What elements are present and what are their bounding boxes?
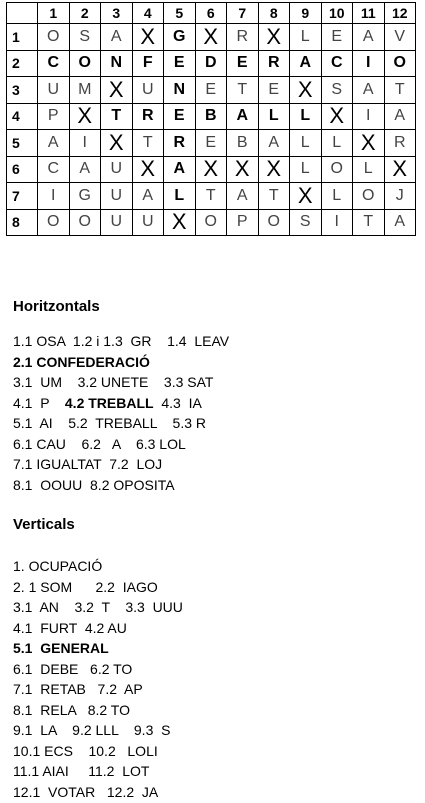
letter-cell: A [227, 103, 259, 130]
blocked-cell: X [132, 24, 164, 51]
clue-line: 2. 1 SOM 2.2 IAGO [13, 578, 158, 595]
blocked-cell: X [227, 156, 259, 183]
clue-text-bold: 4.2 TREBALL [64, 394, 154, 411]
column-number: 9 [290, 3, 322, 24]
blocked-cell: X [353, 130, 385, 157]
blocked-cell: X [321, 103, 353, 130]
letter-cell: N [101, 50, 133, 77]
letter-cell: R [164, 130, 196, 157]
letter-cell: E [321, 24, 353, 51]
column-number: 1 [38, 3, 70, 24]
letter-cell: O [195, 209, 227, 236]
letter-cell: P [38, 103, 70, 130]
letter-cell: S [69, 24, 101, 51]
letter-cell: R [384, 130, 416, 157]
letter-cell: U [101, 209, 133, 236]
crossword-grid-body [7, 3, 416, 236]
letter-cell: E [195, 130, 227, 157]
letter-cell: L [290, 156, 322, 183]
letter-cell: T [195, 183, 227, 210]
letter-cell: L [353, 156, 385, 183]
column-number: 10 [321, 3, 353, 24]
column-number: 8 [258, 3, 290, 24]
blocked-cell: X [132, 156, 164, 183]
letter-cell: R [258, 50, 290, 77]
letter-cell: A [290, 50, 322, 77]
clue-line: 1. OCUPACIÓ [13, 558, 103, 574]
clue-line: 2.1 CONFEDERACIÓ [13, 353, 150, 370]
letter-cell: A [384, 103, 416, 130]
clue-line: 8.1 RELA 8.2 TO [13, 701, 130, 718]
blocked-cell: X [290, 183, 322, 210]
letter-cell: D [195, 50, 227, 77]
letter-cell: G [164, 24, 196, 51]
letter-cell: G [69, 183, 101, 210]
letter-cell: A [164, 156, 196, 183]
clue-line: 5.1 AI 5.2 TREBALL 5.3 R [13, 415, 206, 431]
letter-cell: U [132, 77, 164, 104]
letter-cell: R [227, 24, 259, 51]
letter-cell: L [258, 103, 290, 130]
letter-cell: A [384, 209, 416, 236]
clue-line: 7.1 RETAB 7.2 AP [13, 681, 143, 697]
letter-cell: O [69, 50, 101, 77]
letter-cell: L [321, 130, 353, 157]
letter-cell: O [321, 156, 353, 183]
letter-cell: T [258, 183, 290, 210]
blocked-cell: X [258, 156, 290, 183]
clue-line [13, 393, 229, 414]
grid-row [7, 209, 416, 236]
horizontals-clue-list [13, 331, 229, 495]
blocked-cell: X [164, 209, 196, 236]
row-number: 7 [7, 183, 38, 210]
clue-line: 8.1 OOUU 8.2 OPOSITA [13, 476, 175, 493]
letter-cell: A [227, 183, 259, 210]
letter-cell: M [69, 77, 101, 104]
letter-cell: E [258, 77, 290, 104]
letter-cell: O [38, 209, 70, 236]
letter-cell: U [132, 209, 164, 236]
letter-cell: L [290, 130, 322, 157]
column-number: 7 [227, 3, 259, 24]
row-number: 1 [7, 24, 38, 51]
grid-row [7, 50, 416, 77]
letter-cell: A [132, 183, 164, 210]
row-number: 8 [7, 209, 38, 236]
row-number: 4 [7, 103, 38, 130]
clue-line: 6.1 CAU 6.2 A 6.3 LOL [13, 435, 186, 452]
letter-cell: O [353, 183, 385, 210]
letter-cell: I [69, 130, 101, 157]
letter-cell: T [384, 77, 416, 104]
letter-cell: A [69, 156, 101, 183]
row-number: 3 [7, 77, 38, 104]
clue-line: 4.1 FURT 4.2 AU [13, 619, 127, 636]
verticals-title: Verticals [13, 516, 75, 533]
letter-cell: U [38, 77, 70, 104]
letter-cell: B [227, 130, 259, 157]
letter-cell: I [38, 183, 70, 210]
clue-line: 12.1 VOTAR 12.2 JA [13, 783, 159, 800]
row-number: 5 [7, 130, 38, 157]
letter-cell: A [353, 77, 385, 104]
horizontals-title: Horitzontals [13, 298, 100, 315]
letter-cell: R [132, 103, 164, 130]
letter-cell: T [101, 103, 133, 130]
letter-cell: L [290, 24, 322, 51]
letter-cell: E [164, 50, 196, 77]
clue-line: 6.1 DEBE 6.2 TO [13, 660, 133, 677]
letter-cell: U [101, 156, 133, 183]
grid-row [7, 156, 416, 183]
letter-cell: A [258, 130, 290, 157]
column-number: 2 [69, 3, 101, 24]
grid-row [7, 183, 416, 210]
letter-cell: B [195, 103, 227, 130]
clue-text: 4.3 IA [153, 394, 202, 411]
blocked-cell: X [69, 103, 101, 130]
letter-cell: A [353, 24, 385, 51]
letter-cell: I [321, 209, 353, 236]
clue-line: 3.1 UM 3.2 UNETE 3.3 SAT [13, 374, 214, 390]
letter-cell: O [69, 209, 101, 236]
grid-header-row [7, 3, 416, 24]
letter-cell: A [101, 24, 133, 51]
column-number: 6 [195, 3, 227, 24]
letter-cell: U [101, 183, 133, 210]
letter-cell: I [353, 50, 385, 77]
letter-cell: V [384, 24, 416, 51]
grid-row [7, 77, 416, 104]
clue-line: 9.1 LA 9.2 LLL 9.3 S [13, 722, 171, 738]
column-number: 12 [384, 3, 416, 24]
letter-cell: T [227, 77, 259, 104]
clue-line: 10.1 ECS 10.2 LOLI [13, 742, 158, 759]
column-number: 5 [164, 3, 196, 24]
letter-cell: E [227, 50, 259, 77]
letter-cell: E [195, 77, 227, 104]
letter-cell: C [38, 50, 70, 77]
letter-cell: F [132, 50, 164, 77]
letter-cell: O [38, 24, 70, 51]
letter-cell: J [384, 183, 416, 210]
letter-cell: I [353, 103, 385, 130]
clue-line: 5.1 GENERAL [13, 640, 109, 656]
letter-cell: C [38, 156, 70, 183]
clue-line: 3.1 AN 3.2 T 3.3 UUU [13, 599, 183, 615]
clue-line: 7.1 IGUALTAT 7.2 LOJ [13, 456, 163, 472]
letter-cell: E [164, 103, 196, 130]
letter-cell: O [384, 50, 416, 77]
letter-cell: N [164, 77, 196, 104]
letter-cell: S [290, 209, 322, 236]
blocked-cell: X [258, 24, 290, 51]
letter-cell: L [164, 183, 196, 210]
letter-cell: T [132, 130, 164, 157]
grid-row [7, 24, 416, 51]
verticals-clue-list [13, 556, 183, 802]
letter-cell: L [321, 183, 353, 210]
clue-line: 11.1 AIAI 11.2 LOT [13, 763, 150, 779]
row-number: 2 [7, 50, 38, 77]
grid-row [7, 130, 416, 157]
clue-line: 1.1 OSA 1.2 i 1.3 GR 1.4 LEAV [13, 333, 230, 349]
clue-text: 4.1 P [13, 394, 65, 411]
blocked-cell: X [101, 77, 133, 104]
blocked-cell: X [195, 24, 227, 51]
crossword-grid [6, 2, 416, 236]
letter-cell: C [321, 50, 353, 77]
letter-cell: L [290, 103, 322, 130]
column-number: 4 [132, 3, 164, 24]
grid-row [7, 103, 416, 130]
letter-cell: O [258, 209, 290, 236]
row-number: 6 [7, 156, 38, 183]
letter-cell: A [38, 130, 70, 157]
letter-cell: T [353, 209, 385, 236]
blocked-cell: X [101, 130, 133, 157]
blocked-cell: X [384, 156, 416, 183]
column-number: 11 [353, 3, 385, 24]
blocked-cell: X [195, 156, 227, 183]
grid-corner-cell [7, 3, 38, 24]
letter-cell: P [227, 209, 259, 236]
blocked-cell: X [290, 77, 322, 104]
letter-cell: S [321, 77, 353, 104]
column-number: 3 [101, 3, 133, 24]
